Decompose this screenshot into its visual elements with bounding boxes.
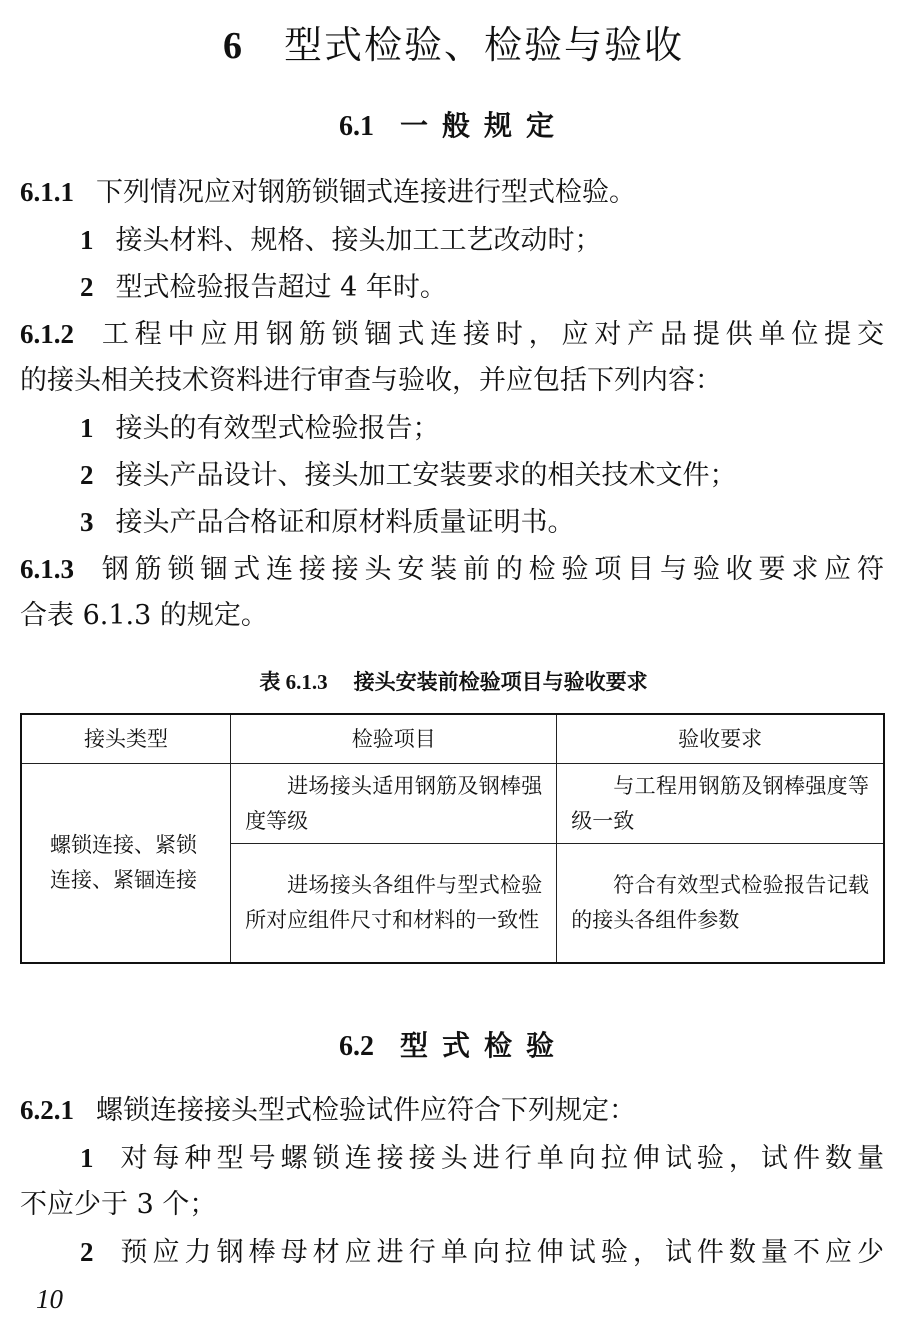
section-number: 6.1 — [338, 111, 374, 142]
section-title-6-1 — [0, 104, 907, 144]
list-item — [80, 455, 737, 496]
section-title-text: 一般规定 — [399, 109, 568, 142]
table-row — [21, 764, 884, 844]
table-title: 接头安装前检验项目与验收要求 — [353, 670, 648, 694]
item-number: 1 — [80, 413, 94, 443]
item-text: 对每种型号螺锁连接接头进行单向拉伸试验，试件数量 — [115, 1143, 884, 1174]
clause-text: 下列情况应对钢筋锁锢式连接进行型式检验。 — [96, 177, 636, 208]
clause-continuation: 的接头相关技术资料进行审查与验收，并应包括下列内容： — [20, 365, 722, 396]
item-text: 型式检验报告超过 4 年时。 — [115, 272, 447, 303]
item-number: 3 — [80, 507, 94, 537]
clause-number: 6.2.1 — [20, 1095, 74, 1125]
table-caption — [0, 666, 907, 696]
clause-number: 6.1.3 — [20, 554, 74, 584]
item-number: 2 — [80, 272, 94, 302]
clause-6-1-1 — [20, 172, 636, 213]
item-text: 接头产品合格证和原材料质量证明书。 — [115, 507, 575, 538]
table-number: 表 6.1.3 — [259, 670, 328, 694]
table-header-row — [21, 714, 884, 764]
item-number: 2 — [80, 1237, 94, 1267]
list-item — [80, 1138, 884, 1179]
list-item — [80, 408, 440, 449]
cell-inspection-item: 进场接头适用钢筋及钢棒强度等级 — [231, 764, 557, 844]
cell-inspection-item: 进场接头各组件与型式检验所对应组件尺寸和材料的一致性 — [231, 844, 557, 964]
clause-6-2-1 — [20, 1090, 636, 1131]
list-item — [80, 267, 447, 308]
page-number: 10 — [36, 1284, 63, 1314]
section-title-6-2 — [0, 1024, 907, 1064]
list-item — [80, 1232, 884, 1273]
clause-text: 工程中应用钢筋锁锢式连接时，应对产品提供单位提交 — [96, 319, 884, 350]
list-item — [80, 220, 602, 261]
section-title-text: 型式检验 — [399, 1029, 568, 1062]
item-text: 接头材料、规格、接头加工工艺改动时； — [115, 225, 602, 256]
cell-joint-type: 螺锁连接、紧锁连接、紧锢连接 — [21, 764, 231, 964]
header-inspection-item: 检验项目 — [231, 714, 557, 764]
chapter-title — [0, 14, 907, 69]
clause-6-1-3 — [20, 549, 884, 590]
clause-6-1-2 — [20, 314, 884, 355]
header-acceptance-requirement: 验收要求 — [557, 714, 884, 764]
clause-text: 钢筋锁锢式连接接头安装前的检验项目与验收要求应符 — [96, 554, 884, 585]
list-item — [80, 502, 575, 543]
chapter-title-text: 型式检验、检验与验收 — [283, 23, 684, 67]
item-text: 接头产品设计、接头加工安装要求的相关技术文件； — [115, 460, 737, 491]
item-continuation: 不应少于 3 个； — [20, 1189, 217, 1220]
chapter-number: 6 — [222, 25, 244, 67]
item-number: 1 — [80, 225, 94, 255]
clause-number: 6.1.1 — [20, 177, 74, 207]
section-number: 6.2 — [338, 1031, 374, 1062]
item-text: 预应力钢棒母材应进行单向拉伸试验，试件数量不应少 — [115, 1237, 884, 1268]
item-number: 2 — [80, 460, 94, 490]
cell-acceptance-requirement: 与工程用钢筋及钢棒强度等级一致 — [557, 764, 884, 844]
item-number: 1 — [80, 1143, 94, 1173]
item-text: 接头的有效型式检验报告； — [115, 413, 440, 444]
clause-text: 螺锁连接接头型式检验试件应符合下列规定： — [96, 1095, 636, 1126]
cell-acceptance-requirement: 符合有效型式检验报告记载的接头各组件参数 — [557, 844, 884, 964]
header-joint-type: 接头类型 — [21, 714, 231, 764]
clause-number: 6.1.2 — [20, 319, 74, 349]
clause-continuation: 合表 6.1.3 的规定。 — [20, 600, 268, 631]
inspection-table — [20, 713, 885, 964]
